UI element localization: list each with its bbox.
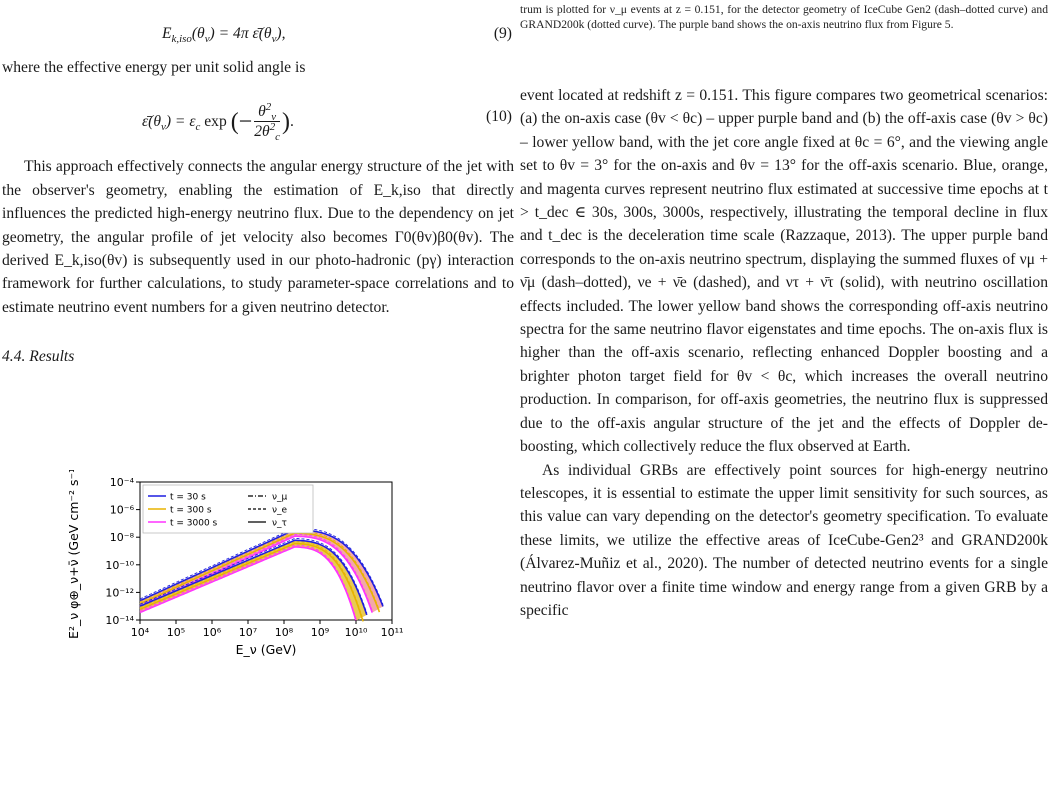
legend-label-time: t = 3000 s — [170, 518, 218, 529]
y-tick-label: 10⁻⁸ — [109, 531, 134, 545]
y-tick-label: 10⁻¹⁰ — [105, 558, 134, 572]
left-column — [2, 0, 514, 369]
x-tick-label: 10¹⁰ — [344, 626, 368, 639]
legend-label-time: t = 300 s — [170, 505, 212, 516]
x-tick-label: 10⁶ — [202, 626, 222, 639]
x-tick-label: 10⁸ — [274, 626, 294, 639]
x-tick-label: 10⁴ — [130, 626, 150, 639]
figure-caption: trum is plotted for ν_μ events at z = 0.151, for the detector geometry of IceCube Gen2 (dash–dotted curve) and GRAND200k (dotted curve). The purple band shows the on-axis neutrino flux from Figure 5. — [520, 3, 1048, 31]
y-tick-label: 10⁻⁶ — [109, 503, 134, 517]
legend-label-flavor: ν_μ — [272, 492, 288, 503]
legend-label-flavor: ν_e — [272, 505, 288, 516]
legend-box — [143, 485, 313, 533]
right-column — [520, 0, 1048, 622]
equation-9-number: (9) — [493, 25, 512, 42]
equation-9-expression: $E_{k,iso}(\theta_v) = 4\pi$ $\varepsilon̄(\theta_v)$, — [162, 25, 286, 46]
equation-9 — [2, 16, 514, 46]
results-paragraph-1: event located at redshift z = 0.151. This figure compares two geometrical scenarios: (a) the on-axis case (θv < θc) – upper purple band and (b) the off-axis case (θv > θc) – lower yellow band, with the jet core angle fixed at θc = 6°, and the viewing angle set to θv = 3° for the on-axis and θv = 13° for the off-axis scenario. Blue, orange, and magenta curves represent neutrino flux estimated at successive time epochs at t > t_dec ∈ 30s, 300s, 3000s, respectively, illustrating the temporal decline in flux and t_dec is the deceleration time scale (Razzaque, 2013). The upper purple band corresponds to the on-axis neutrino spectrum, displaying the summed fluxes of νμ + ν̄μ (dash–dotted), νe + ν̄e (dashed), and ντ + ν̄τ (solid), with neutrino oscillation effects included. The lower yellow band shows the corresponding off-axis neutrino spectra for the same neutrino flavor eigenstates and time epochs. The on-axis flux is higher than the off-axis scenario, reflecting enhanced Doppler boosting and a brighter photon target field for θv < θc, which increases the overall neutrino production. In comparison, for off-axis geometries, the neutrino flux is suppressed due to the off-axis angular structure of the jet and the effects of Doppler de-boosting, which collectively reduce the flux observed at Earth. — [520, 87, 1048, 456]
x-tick-label: 10⁹ — [310, 626, 330, 639]
legend-label-time: t = 30 s — [170, 492, 206, 503]
equation-10-number: (10) — [486, 108, 512, 126]
y-tick-label: 10⁻⁴ — [109, 476, 134, 489]
results-intro-paragraph: This approach effectively connects the angular energy structure of the jet with the observer's geometry, enabling the estimation of E_k,iso that directly influences the predicted high-energy neutrino flux. Due to the dependency on jet geometry, the angular profile of jet velocity also becomes Γ0(θv)β0(θv). The derived E_k,iso(θv) is subsequently used in our photo-hadronic (pγ) interaction framework for further calculations, to study parameter-space correlations and to estimate neutrino event numbers for a given neutrino detector. — [2, 158, 514, 316]
x-tick-label: 10⁵ — [166, 626, 186, 639]
equation-10 — [2, 89, 514, 143]
equation-10-expression: $\varepsilon̄(\theta_v) = \varepsilon_c$ exp (− $\frac{\theta^2_v}{2\theta^2_c}$ ). — [142, 101, 294, 144]
legend-label-flavor: ν_τ — [272, 518, 287, 529]
results-paragraph-2: As individual GRBs are effectively point sources for high-energy neutrino telescopes, it is essential to estimate the upper limit sensitivity for such sources, as this value can vary depending on the detector's geometry specification. To evaluate these limits, we utilize the effective areas of IceCube-Gen2³ and GRAND200k (Álvarez-Muñiz et al., 2020). The number of detected neutrino events for a single neutrino flavor over a finite time window and energy range from a given GRB by a specific — [520, 461, 1048, 619]
x-tick-label: 10¹¹ — [380, 626, 404, 639]
y-tick-label: 10⁻¹² — [105, 586, 134, 600]
y-tick-label: 10⁻¹⁴ — [105, 614, 134, 627]
neutrino-flux-figure — [62, 470, 422, 670]
flux-plot — [62, 470, 422, 670]
x-axis-label: E_ν (GeV) — [235, 642, 297, 657]
equation-10-intro: where the effective energy per unit solid angle is — [2, 59, 306, 76]
x-tick-label: 10⁷ — [238, 626, 258, 639]
y-axis-label: E²_ν φ⊕_ν+ν̄ (GeV cm⁻² s⁻¹) — [66, 470, 81, 639]
section-heading: 4.4. Results — [2, 348, 75, 366]
